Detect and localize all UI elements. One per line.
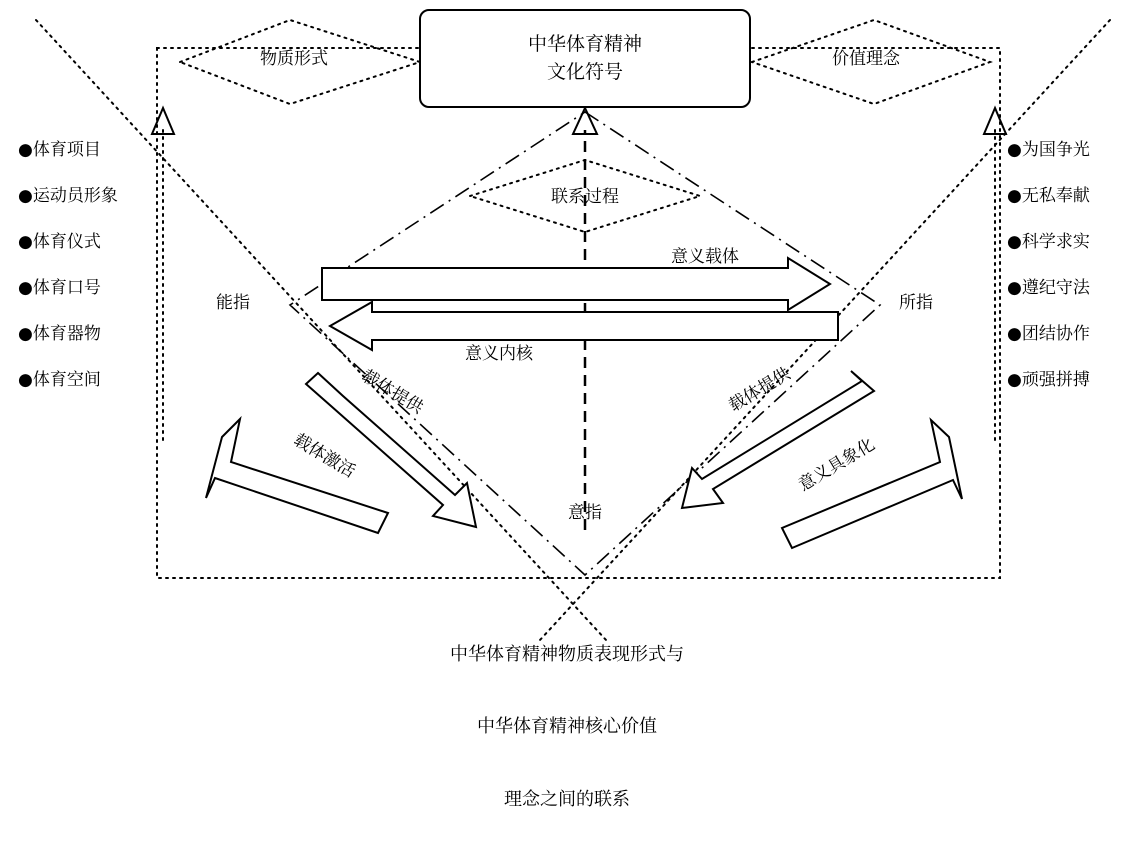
list-item: ●体育器物	[18, 324, 101, 344]
list-item: ●体育项目	[18, 140, 101, 160]
title-line-1: 中华体育精神	[527, 32, 642, 55]
arrow-label-meaning-core: 意义内核	[465, 344, 533, 364]
left-attribute-list	[18, 142, 118, 418]
list-item: ●运动员形象	[18, 186, 118, 206]
node-signifier-label: 能指	[216, 293, 250, 313]
caption-line-1: 中华体育精神物质表现形式与	[450, 643, 684, 665]
list-item: ●体育空间	[18, 370, 101, 390]
title-line-2: 文化符号	[546, 60, 623, 83]
arrow-label-meaning-carrier: 意义载体	[671, 247, 739, 267]
caption-line-3: 理念之间的联系	[504, 789, 630, 811]
right-diamond-label: 价值理念	[832, 49, 900, 69]
arrow-label-concretize-right: 意义具象化	[795, 434, 879, 496]
arrow-label-carrier-provide-left: 载体提供	[357, 365, 427, 419]
title-box	[419, 9, 751, 108]
arrow-label-carrier-activate-left: 载体激活	[289, 429, 359, 483]
list-item: ●科学求实	[1007, 232, 1090, 252]
right-up-arrow	[984, 108, 1006, 440]
bottom-caption	[367, 594, 767, 861]
left-diamond-label: 物质形式	[260, 49, 328, 69]
node-signification-label: 意指	[568, 503, 602, 523]
left-up-arrow	[152, 108, 174, 440]
list-item: ●为国争光	[1007, 140, 1090, 160]
list-item: ●顽强拼搏	[1007, 370, 1090, 390]
list-item: ●无私奉献	[1007, 186, 1090, 206]
right-attribute-list	[1007, 142, 1090, 418]
arrow-label-carrier-provide-right: 载体提供	[725, 363, 795, 417]
list-item: ●团结协作	[1007, 324, 1090, 344]
node-signified-label: 所指	[899, 293, 933, 313]
list-item: ●体育口号	[18, 278, 101, 298]
list-item: ●遵纪守法	[1007, 278, 1090, 298]
center-diamond-label: 联系过程	[551, 187, 619, 207]
caption-line-2: 中华体育精神核心价值	[477, 716, 657, 738]
list-item: ●体育仪式	[18, 232, 101, 252]
